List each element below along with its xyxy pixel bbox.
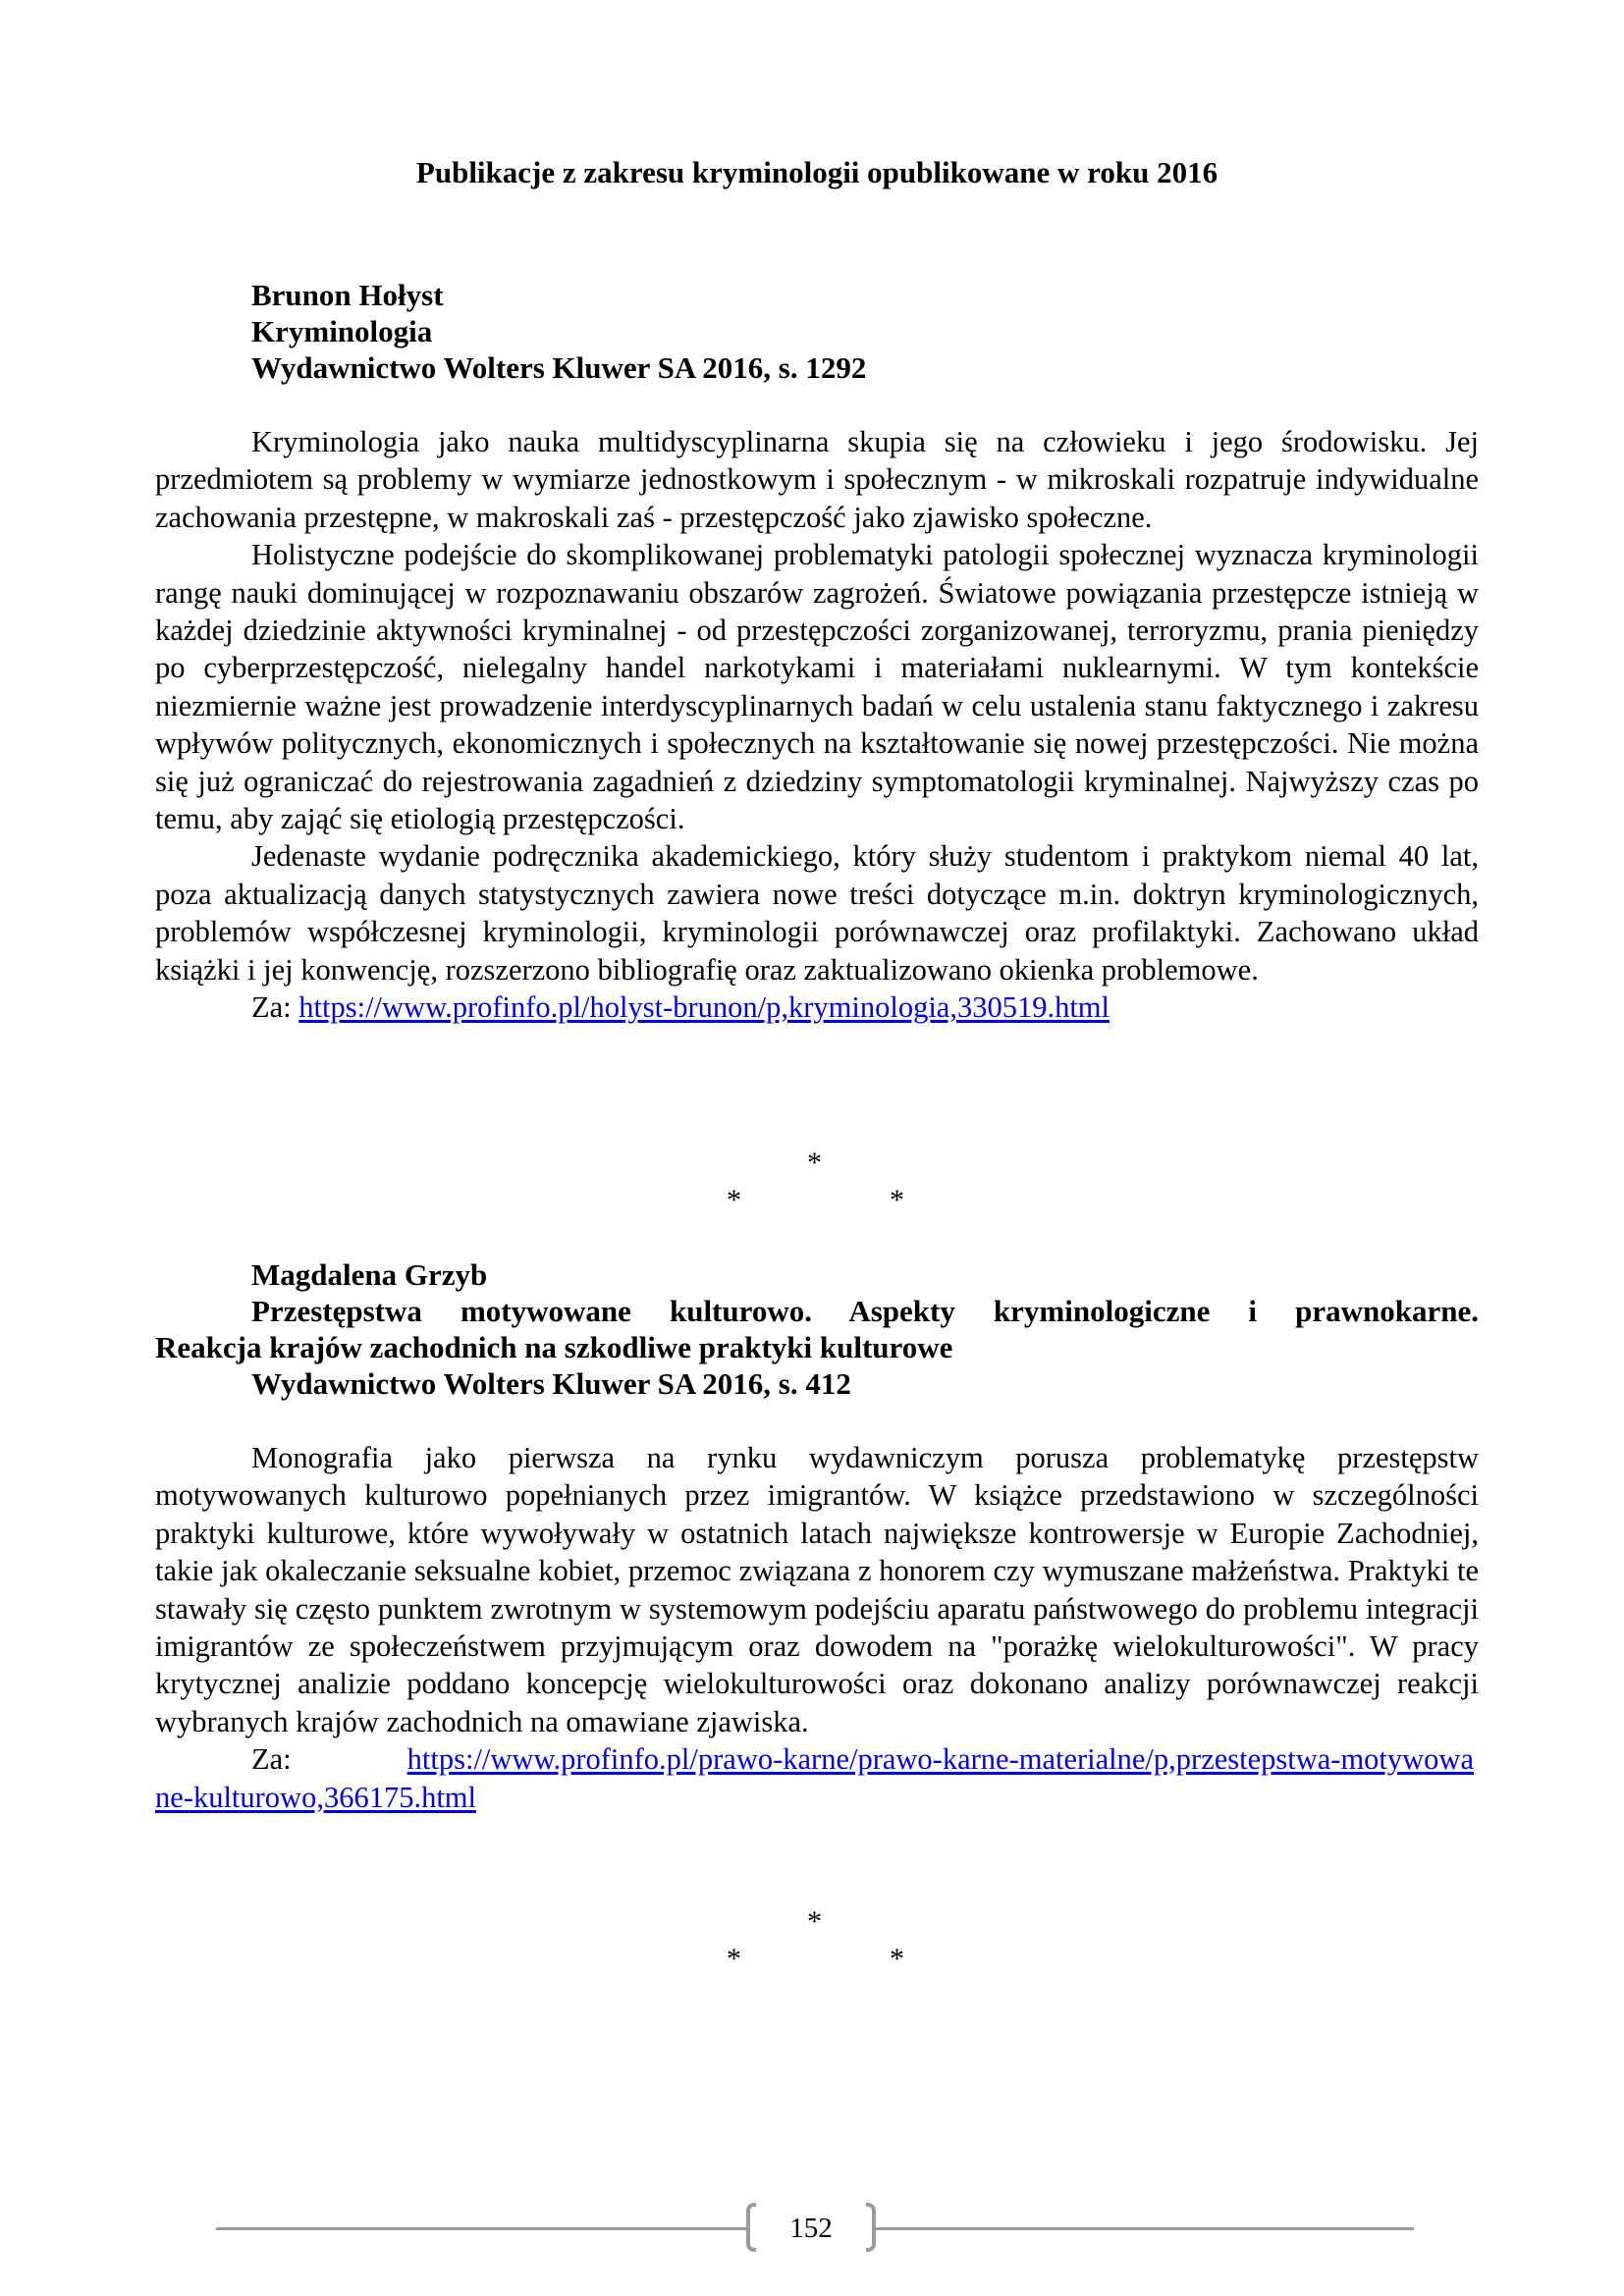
entry-author: Magdalena Grzyb <box>251 1257 488 1292</box>
asterisk-icon: * <box>890 1184 904 1216</box>
footer-rule-left <box>216 2227 746 2230</box>
entry-title: Przestępstwa motywowane kulturowo. Aspekty kryminologiczne i prawnokarne. <box>251 1294 1479 1328</box>
entry-description <box>155 423 1479 1027</box>
left-bracket-icon <box>746 2203 756 2252</box>
publication-entry <box>155 1256 1479 1816</box>
description-paragraph: Monografia jako pierwsza na rynku wydawniczym porusza problematykę przestępstw motywowanych kulturowo popełnianych przez imigrantów. W książce przedstawiono w szczególności praktyki kulturowe, które wywoływały w ostatnich latach największe kontrowersje w Europie Zachodniej, takie jak okaleczanie seksualne kobiet, przemoc związana z honorem czy wymuszane małżeństwa. Praktyki te stawały się często punktem zwrotnym w systemowym podejściu aparatu państwowego do problemu integracji imigrantów ze społeczeństwem przyjmującym oraz dowodem na "porażkę wielokulturowości". W pracy krytycznej analizie poddano koncepcję wielokulturowości oraz dokonano analizy porównawczej reakcji wybranych krajów zachodnich na omawiane zjawiska. <box>155 1441 1479 1738</box>
description-paragraph: Holistyczne podejście do skomplikowanej problematyki patologii społecznej wyznacza kryminologii rangę nauki dominującej w rozpoznawaniu obszarów zagrożeń. Światowe powiązania przestępcze istnieją w każdej dziedzinie aktywności kryminalnej - od przestępczości zorganizowanej, terroryzmu, prania pieniędzy po cyberprzestępczość, nielegalny handel narkotykami i materiałami nuklearnymi. W tym kontekście niezmiernie ważne jest prowadzenie interdyscyplinarnych badań w celu ustalenia stanu faktycznego i zakresu wpływów politycznych, ekonomicznych i społecznych na kształtowanie się nowej przestępczości. Nie można się już ograniczać do rejestrowania zagadnień z dziedziny symptomatologii kryminalnej. Najwyższy czas po temu, aby zająć się etiologią przestępczości. <box>155 538 1479 836</box>
asterisk-icon: * <box>727 1184 741 1216</box>
section-separator <box>155 1907 1479 1986</box>
description-paragraph: Jedenaste wydanie podręcznika akademickiego, który służy studentom i praktykom niemal 40 lat, poza aktualizacją danych statystycznych zawiera nowe treści dotyczące m.in. doktryn kryminologicznych, problemów współczesnej kryminologii, kryminologii porównawczej oraz profilaktyki. Zachowano układ książki i jej konwencję, rozszerzono bibliografię oraz zaktualizowano okienka problemowe. <box>155 839 1479 987</box>
asterisk-icon: * <box>807 1905 822 1938</box>
page-title: Publikacje z zakresu kryminologii opublikowane w roku 2016 <box>415 155 1218 189</box>
entry-title: Kryminologia <box>251 314 433 348</box>
source-label: Za: <box>251 990 292 1025</box>
asterisk-icon: * <box>890 1943 904 1975</box>
source-link[interactable]: https://www.profinfo.pl/prawo-karne/prawo-karne-materialne/p,przestepstwa-motywowane-kulturowo,366175.html <box>155 1742 1474 1814</box>
source-link[interactable]: https://www.profinfo.pl/holyst-brunon/p,kryminologia,330519.html <box>298 990 1110 1025</box>
asterisk-icon: * <box>807 1147 822 1179</box>
entry-author: Brunon Hołyst <box>251 278 444 312</box>
entry-description <box>155 1439 1479 1816</box>
section-separator <box>155 1148 1479 1227</box>
description-paragraph: Kryminologia jako nauka multidyscyplinarna skupia się na człowieku i jego środowisku. Jej przedmiotem są problemy w wymiarze jednostkowym i społecznym - w mikroskali rozpatruje indywidualne zachowania przestępne, w makroskali zaś - przestępczość jako zjawisko społeczne. <box>155 425 1479 534</box>
entry-header <box>155 1256 1479 1402</box>
entry-source <box>155 988 1479 1026</box>
page-number: 152 <box>789 2213 833 2244</box>
entry-title-continued: Reakcja krajów zachodnich na szkodliwe praktyki kulturowe <box>155 1330 953 1364</box>
source-label: Za: <box>251 1742 292 1777</box>
entry-header <box>155 277 1479 386</box>
entry-source <box>155 1740 1479 1816</box>
asterisk-icon: * <box>727 1943 741 1975</box>
footer-rule-right <box>876 2227 1414 2230</box>
right-bracket-icon <box>866 2203 876 2252</box>
entry-publisher: Wydawnictwo Wolters Kluwer SA 2016, s. 412 <box>251 1366 851 1401</box>
page-footer <box>216 2199 1414 2258</box>
publication-entry <box>155 277 1479 1027</box>
entry-publisher: Wydawnictwo Wolters Kluwer SA 2016, s. 1292 <box>251 350 867 385</box>
